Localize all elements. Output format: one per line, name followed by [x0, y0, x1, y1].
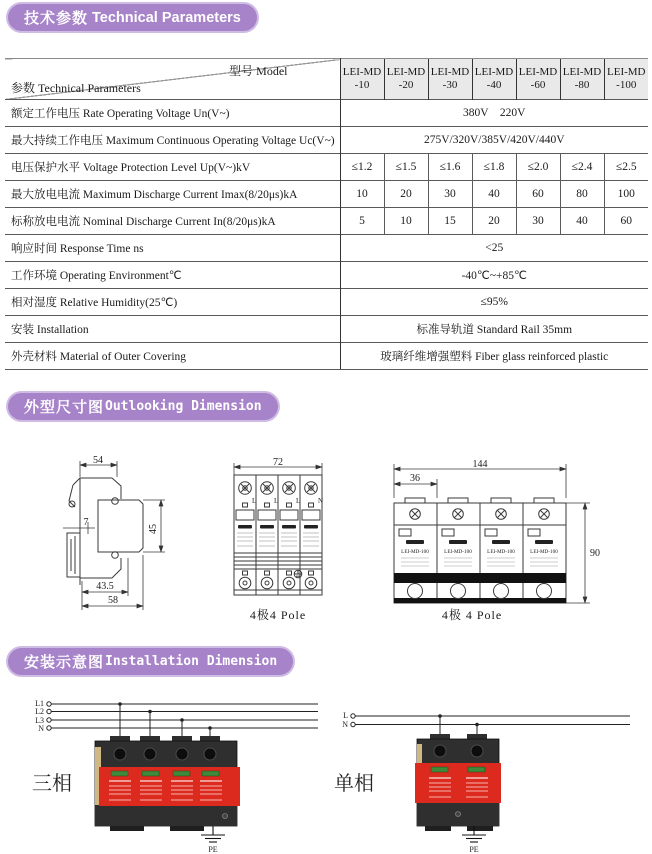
parameter-value: 20: [472, 208, 516, 235]
table-header-row: [5, 59, 648, 100]
parameter-value: ≤95%: [340, 289, 648, 316]
section-header-outlooking-dimension: [8, 393, 278, 420]
parameter-value: 40: [472, 181, 516, 208]
module: [302, 482, 323, 589]
phase-type-label: 单相: [334, 773, 374, 795]
single-phase-wiring-diagram: [332, 694, 642, 854]
parameter-value: ≤1.2: [340, 154, 384, 181]
parameter-value: ≤2.0: [516, 154, 560, 181]
line-label: L3: [35, 716, 44, 725]
device-dark-band: [394, 573, 566, 583]
model-column-header: LEI-MD -10: [340, 59, 384, 100]
parameter-value: ≤1.8: [472, 154, 516, 181]
line-label: L: [343, 711, 348, 720]
terminal-label: L: [274, 497, 279, 505]
parameter-value: 10: [340, 181, 384, 208]
parameter-value: 100: [604, 181, 648, 208]
brand-logo-mark: [238, 525, 252, 529]
earth-label: PE: [208, 845, 218, 854]
module: [528, 509, 558, 599]
module: [399, 509, 429, 599]
parameter-value: -40℃~+85℃: [340, 262, 648, 289]
parameter-value: 275V/320V/385V/420V/440V: [340, 127, 648, 154]
module: [236, 482, 256, 589]
parameter-label: 外壳材料 Material of Outer Covering: [5, 343, 340, 370]
brand-logo-mark: [260, 525, 274, 529]
module-columns: [236, 482, 323, 589]
brand-logo-mark: [406, 540, 424, 544]
dimension-label: 36: [410, 473, 420, 484]
table-row: [5, 262, 648, 289]
drawing-caption: 4极4 Pole: [249, 608, 307, 622]
brand-logo-mark: [304, 525, 318, 529]
table-row: [5, 343, 648, 370]
section-title-en: Installation Dimension: [105, 654, 278, 669]
module: [258, 482, 278, 589]
parameter-value: 5: [340, 208, 384, 235]
device-dark-band: [394, 598, 566, 603]
table-row: [5, 235, 648, 262]
parameter-label: 最大放电电流 Maximum Discharge Current Imax(8/20μs)kA: [5, 181, 340, 208]
dimension-label: 90: [590, 548, 600, 559]
model-column-header: LEI-MD -30: [428, 59, 472, 100]
technical-parameters-table: [5, 58, 648, 370]
parameter-value: 30: [516, 208, 560, 235]
brand-logo-mark: [282, 525, 296, 529]
parameter-value: 10: [384, 208, 428, 235]
dimension-label: 144: [472, 459, 488, 470]
three-phase-wiring-diagram: [18, 694, 338, 854]
parameter-value: 60: [604, 208, 648, 235]
module: [442, 509, 472, 599]
spd-device-photo: [415, 734, 501, 831]
line-label: N: [38, 724, 44, 733]
table-row: [5, 208, 648, 235]
line-label: L2: [35, 707, 44, 716]
parameter-value: 玻璃纤维增强塑料 Fiber glass reinforced plastic: [340, 343, 648, 370]
brand-logo-mark: [449, 540, 467, 544]
table-row: [5, 154, 648, 181]
module: [280, 482, 300, 589]
parameter-label: 相对湿度 Relative Humidity(25℃): [5, 289, 340, 316]
brand-logo-mark: [535, 540, 553, 544]
model-column-header: LEI-MD -40: [472, 59, 516, 100]
model-column-header: LEI-MD -20: [384, 59, 428, 100]
line-label: N: [342, 720, 348, 729]
dimension-label: 7: [83, 517, 89, 528]
dimension-label: 43.5: [96, 581, 114, 592]
terminal-label: L: [252, 497, 257, 505]
brand-logo-mark: [492, 540, 510, 544]
module: [485, 509, 515, 599]
parameter-value: 80: [560, 181, 604, 208]
side-view-drawing: [55, 455, 195, 615]
section-header-installation-dimension: [8, 648, 293, 675]
earth-label: PE: [469, 845, 479, 854]
table-row: [5, 316, 648, 343]
parameter-value: 40: [560, 208, 604, 235]
table-row: [5, 181, 648, 208]
module-columns: [399, 509, 558, 599]
ground-symbol: [201, 826, 225, 842]
section-title-cn: 外型尺寸图: [24, 399, 105, 416]
table-corner-cell: [5, 59, 340, 100]
section-header-technical-parameters: [8, 4, 257, 31]
model-column-header: LEI-MD -100: [604, 59, 648, 100]
parameter-label: 工作环境 Operating Environment℃: [5, 262, 340, 289]
model-label: LEI-MD-100: [530, 549, 558, 555]
table-row: [5, 289, 648, 316]
parameter-value: 30: [428, 181, 472, 208]
line-label: L1: [35, 699, 44, 708]
table-row: [5, 127, 648, 154]
corner-label-parameters: 参数 Technical Parameters: [11, 81, 141, 95]
junction-dots: [118, 702, 212, 730]
parameter-label: 额定工作电压 Rate Operating Voltage Un(V~): [5, 100, 340, 127]
parameter-label: 安装 Installation: [5, 316, 340, 343]
parameter-label: 响应时间 Response Time ns: [5, 235, 340, 262]
dimension-label: 54: [93, 455, 103, 466]
table-row: [5, 100, 648, 127]
dimension-label: 58: [108, 595, 118, 606]
parameter-label: 电压保护水平 Voltage Protection Level Up(V~)kV: [5, 154, 340, 181]
section-title-cn: 安装示意图: [24, 654, 105, 671]
parameter-value: 380V 220V: [340, 100, 648, 127]
phase-type-label: 三相: [32, 773, 72, 795]
parameter-value: <25: [340, 235, 648, 262]
parameter-value: ≤1.5: [384, 154, 428, 181]
terminal-label: L: [296, 497, 301, 505]
model-column-header: LEI-MD -80: [560, 59, 604, 100]
dimension-label: 72: [273, 457, 283, 468]
corner-label-model: 型号 Model: [229, 64, 288, 78]
dimension-label: 45: [148, 524, 159, 534]
power-lines: [351, 714, 630, 738]
parameter-value: ≤2.4: [560, 154, 604, 181]
parameter-value: ≤2.5: [604, 154, 648, 181]
model-label: LEI-MD-100: [401, 549, 429, 555]
parameter-label: 标称放电电流 Nominal Discharge Current In(8/20μs)kA: [5, 208, 340, 235]
parameter-value: 标准导轨道 Standard Rail 35mm: [340, 316, 648, 343]
ground-symbol: [294, 570, 302, 578]
section-title-cn: 技术参数: [24, 10, 89, 27]
front-view-4pole-drawing: [226, 458, 330, 604]
parameter-value: 60: [516, 181, 560, 208]
section-title-en: Technical Parameters: [92, 9, 241, 26]
parameter-label: 最大持续工作电压 Maximum Continuous Operating Voltage Uc(V~): [5, 127, 340, 154]
model-label: LEI-MD-100: [444, 549, 472, 555]
drawing-caption: 4极 4 Pole: [441, 608, 503, 622]
parameter-value: 20: [384, 181, 428, 208]
parameter-value: 15: [428, 208, 472, 235]
terminal-label: N: [318, 497, 324, 505]
parameter-value: ≤1.6: [428, 154, 472, 181]
section-title-en: Outlooking Dimension: [105, 399, 262, 414]
model-label: LEI-MD-100: [487, 549, 515, 555]
spd-device-photo: [95, 736, 240, 831]
front-view-4pole-large-drawing: [378, 458, 610, 606]
model-column-header: LEI-MD -60: [516, 59, 560, 100]
